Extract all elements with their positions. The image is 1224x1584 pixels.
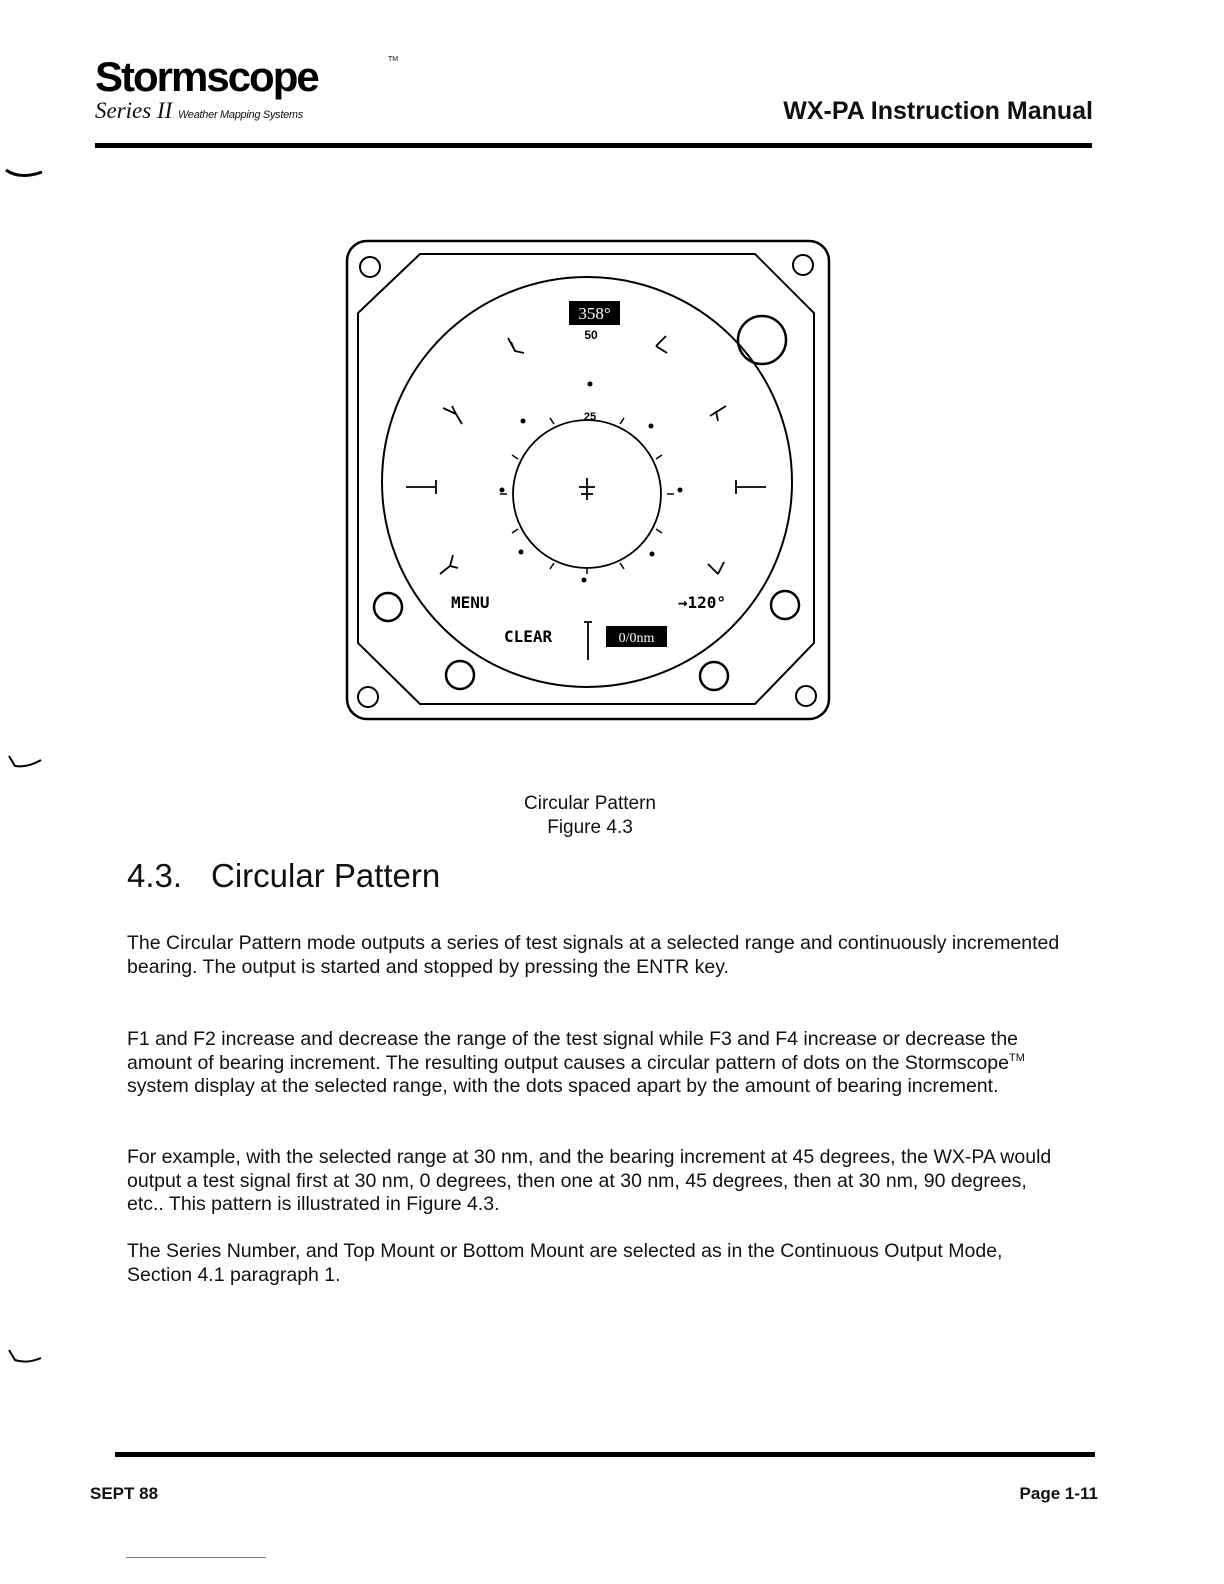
section-number: 4.3. [127, 857, 183, 894]
figure-caption [440, 792, 740, 840]
bearing-readout: 358° [578, 304, 611, 323]
inner-range-label: 25 [583, 411, 597, 423]
brand-name: Stormscope [95, 53, 318, 100]
header-rule [95, 143, 1092, 148]
caption-title: Circular Pattern [524, 793, 656, 814]
clear-label: CLEAR [504, 627, 553, 646]
trademark-superscript: TM [1008, 1051, 1025, 1064]
margin-mark [2, 160, 46, 184]
aircraft-symbol [579, 478, 595, 500]
stormscope-display-figure [340, 238, 836, 722]
bottom-rule [126, 1557, 266, 1558]
manual-title: WX-PA Instruction Manual [783, 97, 1093, 125]
footer-page-number: Page 1-11 [1019, 1484, 1098, 1503]
section-heading [127, 856, 440, 896]
series-name: Series II [95, 98, 173, 123]
paragraph-3: For example, with the selected range at 30 nm, and the bearing increment at 45 degrees, the WX-PA would output a test signal first at 30 nm, 0 degrees, then one at 30 nm, 45 degrees, then at 30 nm, 90 degrees, etc.. This pattern is illustrated in Figure 4.3. [127, 1146, 1052, 1215]
stormscope-logo [95, 53, 399, 126]
screw-hole [796, 686, 816, 706]
footer-date: SEPT 88 [90, 1484, 159, 1503]
margin-mark [5, 1346, 45, 1368]
brand-trademark: TM [388, 56, 399, 63]
knob [446, 661, 474, 689]
caption-figure-number: Figure 4.3 [547, 817, 633, 838]
section-title: Circular Pattern [211, 857, 441, 894]
series-label [95, 98, 303, 128]
screw-hole [360, 257, 380, 277]
range-readout: 0/0nm [618, 631, 655, 646]
paragraph-4: The Series Number, and Top Mount or Bottom Mount are selected as in the Continuous Output Mode, Section 4.1 paragraph 1. [127, 1240, 1003, 1286]
paragraph-1: The Circular Pattern mode outputs a series of test signals at a selected range and continuously incremented bearing. The output is started and stopped by pressing the ENTR key. [127, 932, 1060, 978]
increment-label: →120° [677, 593, 726, 612]
knob [738, 316, 786, 364]
footer-rule [115, 1452, 1095, 1457]
series-tagline: Weather Mapping Systems [178, 109, 303, 121]
menu-label: MENU [451, 593, 490, 612]
screw-hole [793, 255, 813, 275]
knob [700, 662, 728, 690]
outer-range-label: 50 [584, 328, 598, 342]
screw-hole [358, 687, 378, 707]
knob [374, 593, 402, 621]
paragraph-2-text-continued: system display at the selected range, with the dots spaced apart by the amount of bearing increment. [127, 1075, 999, 1097]
paragraph-2-text: F1 and F2 increase and decrease the range of the test signal while F3 and F4 increase or decrease the amount of bearing increment. The resulting output causes a circular pattern of dots on the Stormscope [127, 1028, 1019, 1074]
knob [771, 591, 799, 619]
margin-mark [5, 752, 45, 774]
paragraph-2 [127, 1028, 1062, 1099]
